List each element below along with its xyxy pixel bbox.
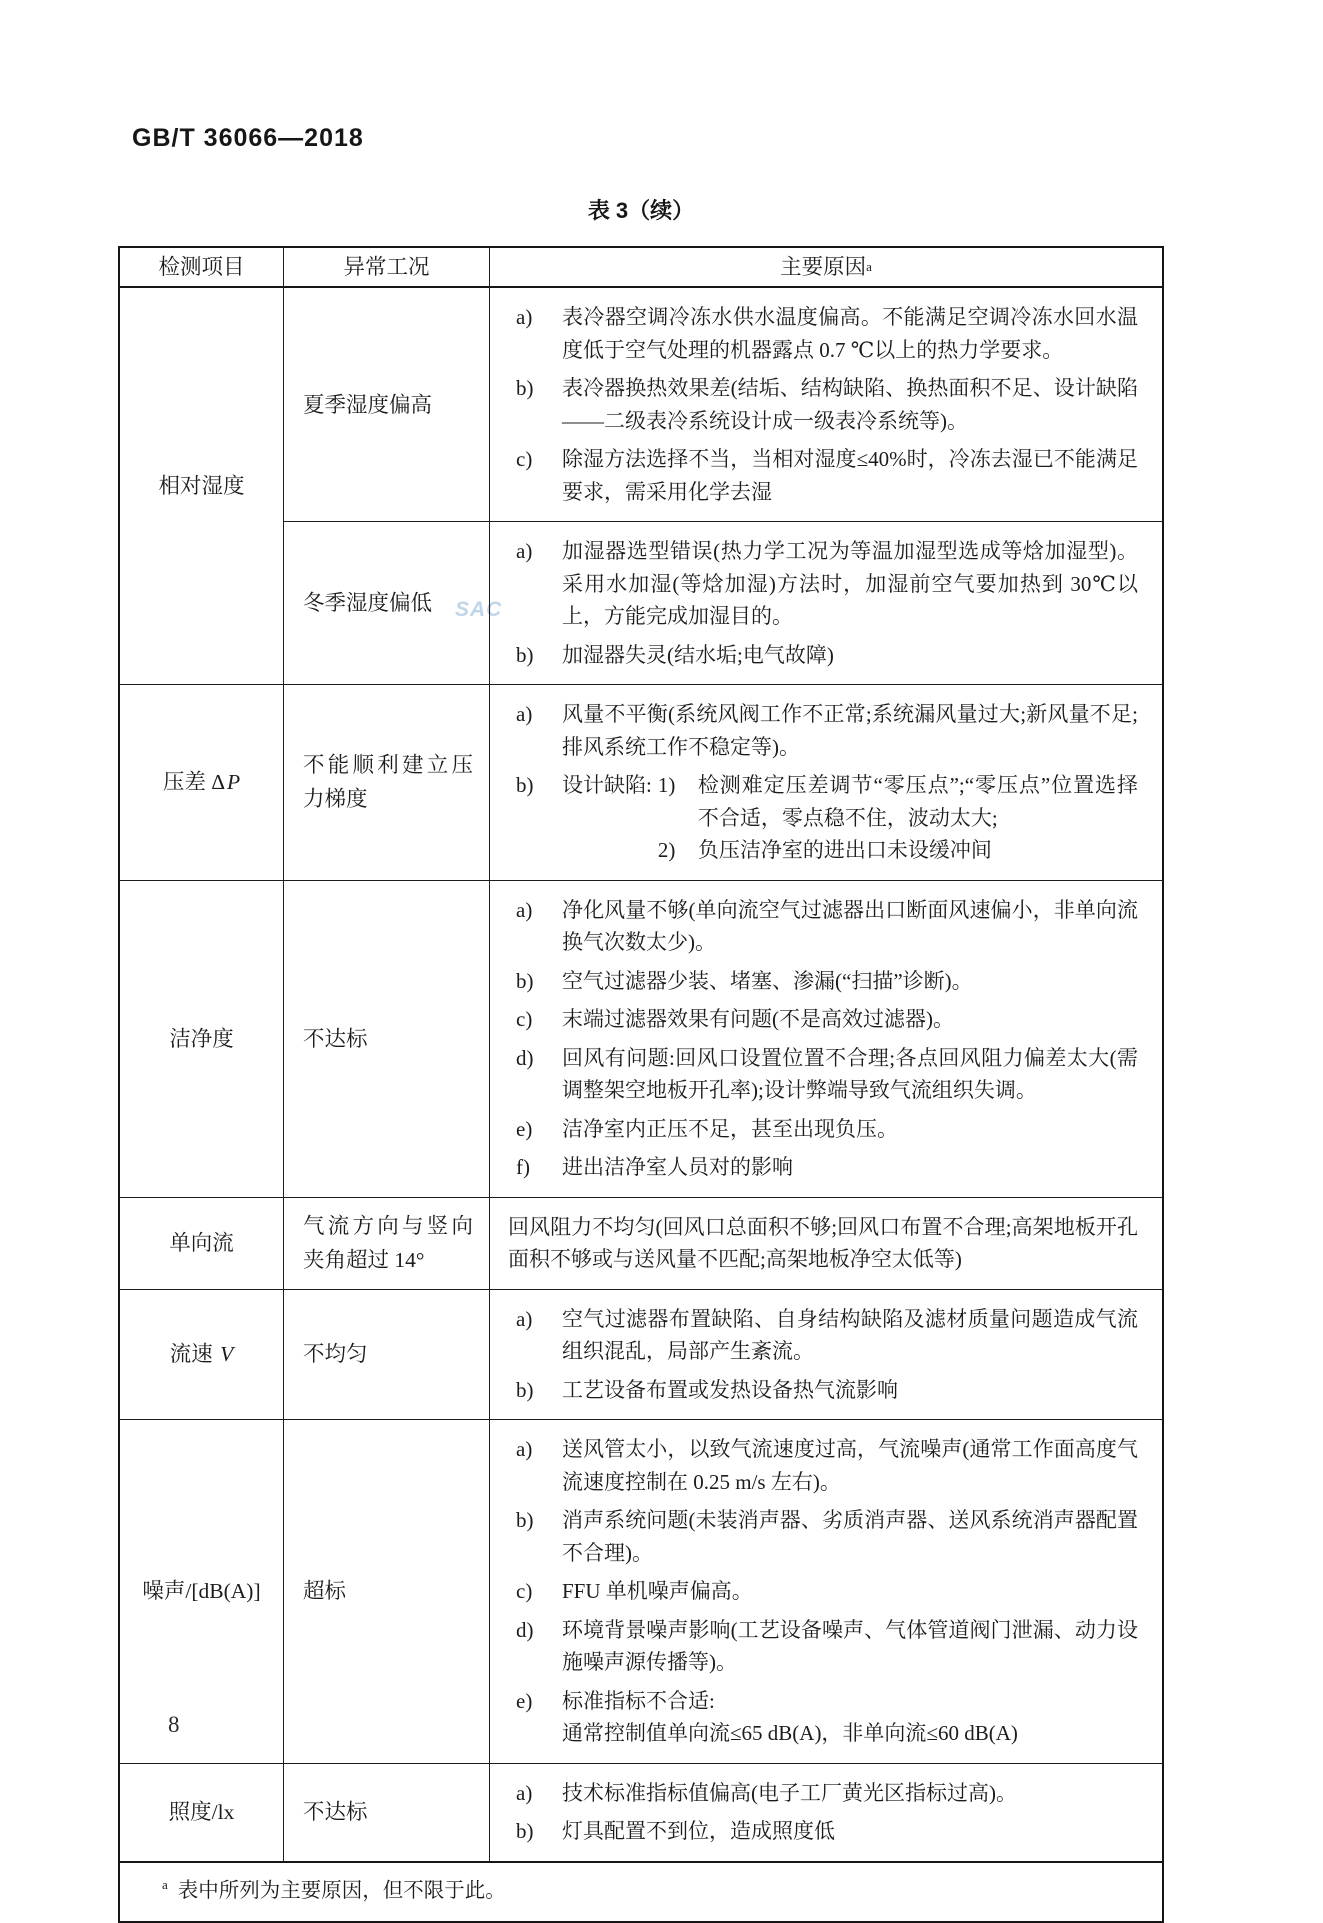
table-subrow	[284, 1290, 1162, 1420]
cause-item	[508, 535, 1138, 633]
cause-item	[508, 372, 1138, 437]
abnormal-condition-label: 不达标	[303, 1026, 368, 1051]
test-item-label: 流速 V	[169, 1342, 234, 1367]
table-group	[120, 880, 1162, 1197]
abnormal-condition-cell	[284, 1764, 490, 1861]
footnote-marker: a	[162, 1876, 168, 1892]
cause-marker: b)	[516, 642, 534, 667]
cause-marker: c)	[516, 447, 533, 471]
cause-text: 风量不平衡(系统风阀工作不正常;系统漏风量过大;新风量不足;排风系统工作不稳定等)。	[562, 702, 1138, 759]
cause-text: FFU 单机噪声偏高。	[562, 1579, 753, 1603]
cause-text: 消声系统问题(未装消声器、劣质消声器、送风系统消声器配置不合理)。	[562, 1508, 1138, 1565]
cause-marker: a)	[516, 1306, 533, 1331]
test-item-variable: P	[227, 770, 241, 795]
abnormal-condition-cell	[284, 1198, 490, 1289]
cause-item	[508, 769, 1138, 867]
cause-item	[508, 894, 1138, 959]
cause-marker: a)	[516, 539, 533, 563]
cause-marker: c)	[516, 1007, 533, 1031]
test-item-cell	[120, 1764, 284, 1861]
test-item-label: 单向流	[169, 1231, 234, 1255]
table-caption: 表 3（续）	[587, 198, 695, 223]
cause-marker: a)	[516, 897, 533, 922]
cause-text: 灯具配置不到位，造成照度低	[562, 1819, 835, 1843]
table-group	[120, 1763, 1162, 1861]
cause-item	[508, 1303, 1138, 1368]
cause-text: 洁净室内正压不足，甚至出现负压。	[562, 1116, 898, 1141]
cause-marker: c)	[516, 1579, 533, 1603]
cause-item	[508, 965, 1138, 998]
cause-marker: d)	[516, 1045, 534, 1070]
cause-marker: a)	[516, 305, 533, 329]
test-item-label: 相对湿度	[158, 474, 245, 498]
table-subrow	[284, 1764, 1162, 1861]
table-subrow	[284, 685, 1162, 880]
main-cause-cell	[490, 522, 1162, 684]
test-item-label: 洁净度	[169, 1026, 234, 1051]
standard-number: GB/T 36066—2018	[132, 124, 364, 152]
header-main-cause-label: 主要原因	[780, 255, 867, 279]
cause-item	[508, 1614, 1138, 1679]
cause-text: 环境背景噪声影响(工艺设备噪声、气体管道阀门泄漏、动力设施噪声源传播等)。	[562, 1617, 1138, 1674]
cause-text: 表冷器换热效果差(结垢、结构缺陷、换热面积不足、设计缺陷——二级表冷系统设计成一级表冷系统等)。	[562, 376, 1138, 433]
nested-wrap	[562, 769, 1138, 867]
table-subrow	[284, 881, 1162, 1197]
cause-marker: b)	[516, 968, 534, 993]
header-abnormal-condition-label: 异常工况	[343, 255, 430, 279]
cause-marker: b)	[516, 1819, 534, 1843]
footnote-text: 表中所列为主要原因，但不限于此。	[177, 1879, 506, 1902]
main-cause-cell	[490, 1420, 1162, 1763]
cause-text: 空气过滤器少装、堵塞、渗漏(“扫描”诊断)。	[562, 968, 973, 993]
abnormal-condition-cell	[284, 685, 490, 880]
main-cause-cell	[490, 881, 1162, 1197]
group-subrows	[284, 881, 1162, 1197]
abnormal-condition-cell	[284, 1420, 490, 1763]
nested-item	[652, 834, 1138, 867]
cause-marker: a)	[516, 1437, 533, 1461]
cause-marker: e)	[516, 1688, 533, 1713]
abnormal-condition-label: 超标	[303, 1579, 347, 1604]
nested-label: 设计缺陷:	[562, 773, 652, 797]
sac-watermark: SAC	[455, 598, 503, 621]
abnormal-condition-label: 不能顺利建立压力梯度	[303, 753, 473, 812]
cause-text	[562, 769, 1138, 867]
nested-list	[652, 769, 1138, 867]
test-item-label: 噪声/[dB(A)]	[142, 1579, 261, 1604]
cause-item	[508, 1042, 1138, 1107]
cause-text: 末端过滤器效果有问题(不是高效过滤器)。	[562, 1007, 954, 1031]
cause-item	[508, 698, 1138, 763]
table-subrow	[284, 521, 1162, 684]
cause-item	[508, 1433, 1138, 1498]
table-group	[120, 1197, 1162, 1289]
cause-marker: d)	[516, 1617, 534, 1642]
cause-item	[508, 1151, 1138, 1184]
table-subrow	[284, 1420, 1162, 1763]
test-item-cell	[120, 1420, 284, 1763]
header-abnormal-condition	[284, 248, 490, 286]
test-item-cell	[120, 1198, 284, 1289]
group-subrows	[284, 1420, 1162, 1763]
cause-text: 除湿方法选择不当，当相对湿度≤40%时，冷冻去湿已不能满足要求，需采用化学去湿	[562, 447, 1138, 504]
table-group	[120, 1289, 1162, 1420]
table-subrow	[284, 1198, 1162, 1289]
cause-text: 送风管太小，以致气流速度过高，气流噪声(通常工作面高度气流速度控制在 0.25 m/s 左右)。	[562, 1437, 1138, 1494]
test-item-variable: V	[220, 1342, 234, 1367]
main-cause-cell	[490, 1764, 1162, 1861]
abnormal-condition-cell	[284, 881, 490, 1197]
cause-item	[508, 1504, 1138, 1569]
nested-marker: 1)	[657, 773, 676, 797]
cause-marker: b)	[516, 1508, 534, 1532]
main-cause-cell	[490, 288, 1162, 521]
abnormal-condition-label: 不达标	[303, 1800, 368, 1824]
abnormal-condition-label: 冬季湿度偏低	[303, 591, 433, 615]
abnormal-condition-label: 气流方向与竖向夹角超过 14°	[303, 1214, 473, 1272]
nested-item	[652, 769, 1138, 834]
nested-text: 检测难定压差调节“零压点”;“零压点”位置选择不合适，零点稳不住，波动太大;	[697, 773, 1138, 830]
cause-marker: a)	[516, 702, 533, 726]
nested-text: 负压洁净室的进出口未设缓冲间	[697, 838, 992, 862]
cause-item	[508, 1003, 1138, 1036]
cause-text: 净化风量不够(单向流空气过滤器出口断面风速偏小，非单向流换气次数太少)。	[562, 897, 1138, 954]
cause-text: 表冷器空调冷冻水供水温度偏高。不能满足空调冷冻水回水温度低于空气处理的机器露点 0.7 ℃以上的热力学要求。	[562, 305, 1138, 362]
cause-item	[508, 443, 1138, 508]
test-item-cell	[120, 288, 284, 684]
cause-marker: b)	[516, 1377, 534, 1402]
cause-item	[508, 1113, 1138, 1146]
table-subrow	[284, 288, 1162, 521]
cause-text: 工艺设备布置或发热设备热气流影响	[562, 1377, 898, 1402]
page-number: 8	[168, 1712, 180, 1737]
table-group	[120, 1419, 1162, 1763]
cause-marker: b)	[516, 376, 534, 400]
cause-text: 技术标准指标值偏高(电子工厂黄光区指标过高)。	[562, 1780, 1017, 1805]
cause-item	[508, 1211, 1138, 1276]
group-subrows	[284, 1290, 1162, 1420]
cause-item	[508, 1777, 1138, 1810]
cause-item	[508, 1685, 1138, 1750]
test-item-label: 压差 ΔP	[162, 770, 241, 795]
cause-text: 加湿器选型错误(热力学工况为等温加湿型选成等焓加湿型)。采用水加湿(等焓加湿)方法时，加湿前空气要加热到 30℃以上，方能完成加湿目的。	[562, 539, 1138, 628]
cause-item	[508, 639, 1138, 672]
group-subrows	[284, 1198, 1162, 1289]
table-group	[120, 288, 1162, 684]
cause-text: 进出洁净室人员对的影响	[562, 1155, 793, 1179]
header-test-item-label: 检测项目	[158, 255, 245, 279]
group-subrows	[284, 288, 1162, 684]
table-body	[120, 288, 1162, 1861]
cause-text: 标准指标不合适: 通常控制值单向流≤65 dB(A)，非单向流≤60 dB(A)	[562, 1685, 1138, 1750]
group-subrows	[284, 1764, 1162, 1861]
cause-item	[508, 301, 1138, 366]
header-main-cause: 主要原因 a	[490, 248, 1162, 286]
main-cause-cell	[490, 1290, 1162, 1420]
cause-item	[508, 1575, 1138, 1608]
cause-marker: a)	[516, 1780, 533, 1805]
test-item-cell	[120, 881, 284, 1197]
abnormal-condition-label: 不均匀	[303, 1342, 368, 1367]
table-3-continued	[118, 246, 1164, 1923]
test-item-label: 照度/lx	[168, 1800, 235, 1824]
nested-marker: 2)	[657, 838, 676, 862]
cause-extra-line: 通常控制值单向流≤65 dB(A)，非单向流≤60 dB(A)	[562, 1721, 1018, 1745]
main-cause-cell	[490, 685, 1162, 880]
table-footnote	[120, 1861, 1162, 1921]
abnormal-condition-cell	[284, 288, 490, 521]
cause-marker: f)	[516, 1155, 530, 1179]
cause-marker: b)	[516, 773, 534, 797]
cause-text: 回风阻力不均匀(回风口总面积不够;回风口布置不合理;高架地板开孔面积不够或与送风量不匹配;高架地板净空太低等)	[508, 1214, 1138, 1271]
cause-marker: e)	[516, 1116, 533, 1141]
test-item-cell	[120, 1290, 284, 1420]
table-header-row	[120, 248, 1162, 288]
cause-text: 回风有问题:回风口设置位置不合理;各点回风阻力偏差太大(需调整架空地板开孔率);设计弊端导致气流组织失调。	[562, 1045, 1138, 1102]
cause-item	[508, 1815, 1138, 1848]
abnormal-condition-cell	[284, 1290, 490, 1420]
cause-text: 加湿器失灵(结水垢;电气故障)	[562, 642, 834, 667]
main-cause-cell	[490, 1198, 1162, 1289]
header-test-item	[120, 248, 284, 286]
table-group	[120, 684, 1162, 880]
test-item-cell	[120, 685, 284, 880]
abnormal-condition-cell	[284, 522, 490, 684]
group-subrows	[284, 685, 1162, 880]
cause-text: 空气过滤器布置缺陷、自身结构缺陷及滤材质量问题造成气流组织混乱，局部产生紊流。	[562, 1306, 1138, 1363]
cause-item	[508, 1374, 1138, 1407]
abnormal-condition-label: 夏季湿度偏高	[303, 392, 433, 417]
